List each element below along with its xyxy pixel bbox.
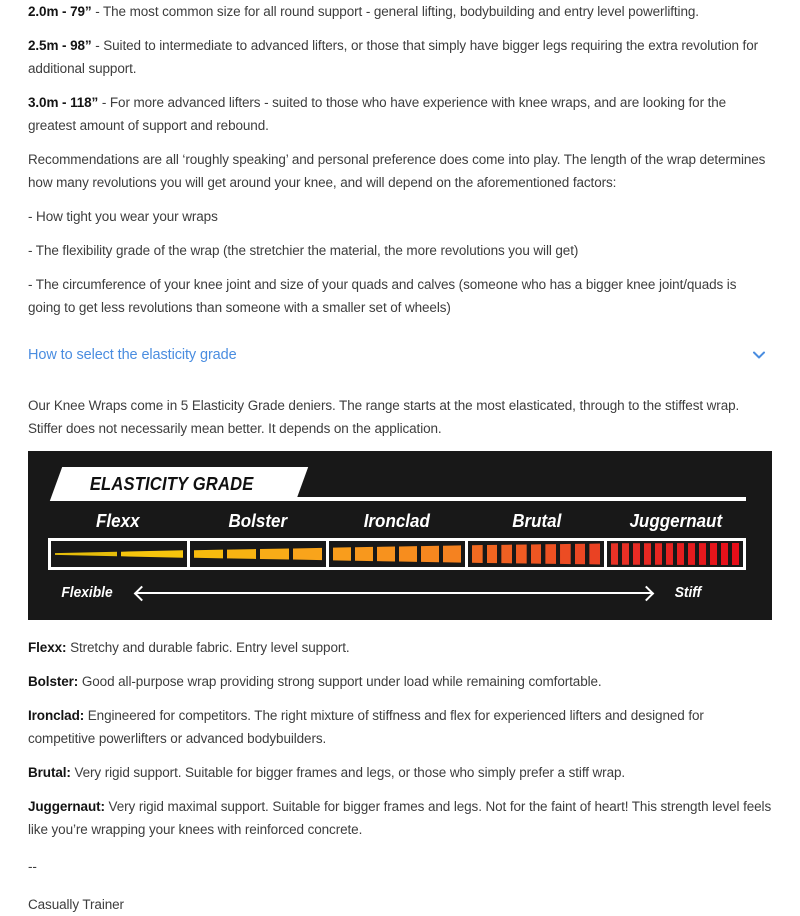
- elasticity-segment: [260, 543, 289, 565]
- grade-name: Ironclad:: [28, 708, 85, 723]
- bar-section-ironclad: [326, 541, 465, 567]
- elasticity-segment: [710, 543, 717, 565]
- grade-name: Juggernaut:: [28, 799, 105, 814]
- grade-name: Flexx:: [28, 640, 67, 655]
- elasticity-segment: [677, 543, 684, 565]
- elasticity-segment: [227, 543, 256, 565]
- elasticity-segment: [501, 543, 512, 565]
- elasticity-grade-graphic: [28, 451, 772, 620]
- elasticity-segment: [333, 543, 351, 565]
- size-label: 3.0m - 118”: [28, 95, 99, 110]
- elasticity-segment: [644, 543, 651, 565]
- elasticity-segment: [355, 543, 373, 565]
- bar-section-brutal: [465, 541, 604, 567]
- elasticity-segment: [611, 543, 618, 565]
- elasticity-segment: [487, 543, 498, 565]
- elasticity-segment: [399, 543, 417, 565]
- grade-name: Bolster:: [28, 674, 79, 689]
- elasticity-bar: [48, 538, 746, 570]
- size-label: 2.0m - 79”: [28, 4, 92, 19]
- grade-description: Flexx: Stretchy and durable fabric. Entry level support.: [28, 640, 350, 655]
- grade-label: Flexx: [96, 510, 140, 531]
- elasticity-intro-paragraph: Our Knee Wraps come in 5 Elasticity Grade deniers. The range starts at the most elasticated, through to the stiffest wrap. Stiffer does not necessarily mean better. It depends on the application.: [28, 398, 740, 436]
- banner-title-underline: [290, 497, 746, 501]
- bar-section-flexx: [51, 541, 187, 567]
- elasticity-segment: [531, 543, 542, 565]
- elasticity-segment: [633, 543, 640, 565]
- elasticity-segment: [121, 543, 183, 565]
- banner-title: ELASTICITY GRADE: [89, 474, 254, 494]
- grade-description: Juggernaut: Very rigid maximal support. Suitable for bigger frames and legs. Not for the faint of heart! This strength level feels like you’re wrapping your knees with reinforced concrete.: [28, 799, 772, 837]
- grade-description: Bolster: Good all-purpose wrap providing strong support under load while remaining comfortable.: [28, 674, 602, 689]
- elasticity-segment: [377, 543, 395, 565]
- size-paragraph: 2.5m - 98” - Suited to intermediate to advanced lifters, or those that simply have bigger legs requiring the extra revolution for additional support.: [28, 38, 759, 76]
- factor-item: - The flexibility grade of the wrap (the stretchier the material, the more revolutions you will get): [28, 243, 579, 258]
- accordion-header-elasticity-grade[interactable]: [28, 346, 772, 364]
- axis-label-stiff: Stiff: [674, 585, 702, 601]
- double-arrow-icon: [136, 592, 652, 594]
- grade-label: Brutal: [511, 510, 562, 531]
- elasticity-segment: [421, 543, 439, 565]
- grade-labels-row: [48, 510, 746, 532]
- accordion-title: How to select the elasticity grade: [28, 347, 237, 363]
- separator-dashes: --: [28, 859, 37, 874]
- grade-label: Bolster: [228, 510, 287, 531]
- elasticity-segment: [516, 543, 527, 565]
- grade-description: Brutal: Very rigid support. Suitable for bigger frames and legs, or those who simply prefer a stiff wrap.: [28, 765, 626, 780]
- elasticity-segment: [560, 543, 571, 565]
- elasticity-segment: [622, 543, 629, 565]
- elasticity-segment: [443, 543, 461, 565]
- factor-item: - How tight you wear your wraps: [28, 209, 218, 224]
- bar-section-bolster: [187, 541, 326, 567]
- size-paragraph: 2.0m - 79” - The most common size for all round support - general lifting, bodybuilding and entry level powerlifting.: [28, 4, 699, 19]
- elasticity-segment: [194, 543, 223, 565]
- bar-section-juggernaut: [604, 541, 743, 567]
- banner-title-ribbon: [50, 467, 308, 501]
- flexibility-axis: [60, 585, 702, 601]
- elasticity-segment: [545, 543, 556, 565]
- elasticity-segment: [55, 543, 117, 565]
- grade-label: Juggernaut: [629, 510, 723, 531]
- elasticity-segment: [655, 543, 662, 565]
- size-label: 2.5m - 98”: [28, 38, 92, 53]
- recommendations-paragraph: Recommendations are all ‘roughly speaking’ and personal preference does come into play. The length of the wrap determines how many revolutions you will get around your knee, and will depend on the aforementioned factors:: [28, 152, 766, 190]
- footer-partial-text: Casually Trainer: [28, 897, 124, 912]
- elasticity-segment: [666, 543, 673, 565]
- grade-label: Ironclad: [363, 510, 431, 531]
- elasticity-segment: [721, 543, 728, 565]
- grade-name: Brutal:: [28, 765, 71, 780]
- factor-item: - The circumference of your knee joint and size of your quads and calves (someone who has a bigger knee joint/quads is going to get less revolutions than someone with a smaller set of wheels): [28, 277, 737, 315]
- elasticity-segment: [575, 543, 586, 565]
- elasticity-segment: [732, 543, 739, 565]
- elasticity-segment: [293, 543, 322, 565]
- banner-title-row: [48, 467, 746, 501]
- elasticity-segment: [688, 543, 695, 565]
- elasticity-segment: [589, 543, 600, 565]
- grade-description: Ironclad: Engineered for competitors. The right mixture of stiffness and flex for experienced lifters and designed for competitive powerlifters or advanced bodybuilders.: [28, 708, 704, 746]
- axis-label-flexible: Flexible: [61, 585, 113, 601]
- size-paragraph: 3.0m - 118” - For more advanced lifters - suited to those who have experience with knee wraps, and are looking for the greatest amount of support and rebound.: [28, 95, 727, 133]
- chevron-down-icon[interactable]: [750, 346, 768, 364]
- elasticity-segment: [472, 543, 483, 565]
- elasticity-segment: [699, 543, 706, 565]
